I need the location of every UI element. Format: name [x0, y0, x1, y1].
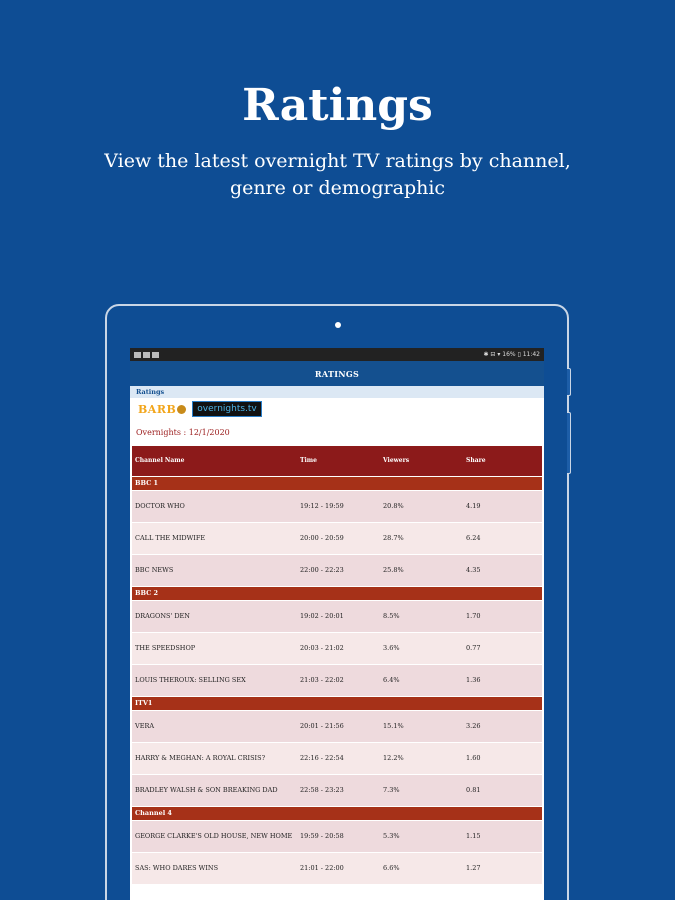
programme-name: CALL THE MIDWIFE: [132, 522, 297, 554]
channel-group-row: [132, 586, 542, 600]
table-row[interactable]: [132, 852, 542, 884]
table-row[interactable]: [132, 664, 542, 696]
programme-viewers: 6.6%: [380, 852, 463, 884]
programme-share: 1.27: [463, 852, 542, 884]
programme-viewers: 12.2%: [380, 742, 463, 774]
programme-viewers: 3.6%: [380, 632, 463, 664]
channel-group-row: [132, 696, 542, 710]
programme-name: DRAGONS' DEN: [132, 600, 297, 632]
breadcrumb[interactable]: Ratings: [130, 386, 544, 398]
programme-name: HARRY & MEGHAN: A ROYAL CRISIS?: [132, 742, 297, 774]
programme-viewers: 25.8%: [380, 554, 463, 586]
overnights-logo[interactable]: overnights.tv: [192, 401, 261, 417]
header-time: Time: [297, 446, 380, 476]
programme-time: 19:02 - 20:01: [297, 600, 380, 632]
power-button: [567, 412, 571, 474]
programme-share: 1.15: [463, 820, 542, 852]
programme-name: SAS: WHO DARES WINS: [132, 852, 297, 884]
table-row[interactable]: [132, 774, 542, 806]
ratings-table: [132, 446, 542, 884]
header-share: Share: [463, 446, 542, 476]
programme-time: 20:03 - 21:02: [297, 632, 380, 664]
hero-subtitle: View the latest overnight TV ratings by channel, genre or demographic: [104, 150, 571, 199]
camera-dot: [335, 322, 341, 328]
table-row[interactable]: [132, 490, 542, 522]
notification-icons: [134, 352, 159, 358]
programme-time: 22:00 - 22:23: [297, 554, 380, 586]
channel-group-row: [132, 476, 542, 490]
table-header: [132, 446, 542, 476]
programme-viewers: 7.3%: [380, 774, 463, 806]
programme-share: 1.70: [463, 600, 542, 632]
programme-share: 6.24: [463, 522, 542, 554]
channel-group-row: [132, 806, 542, 820]
table-row[interactable]: [132, 820, 542, 852]
programme-viewers: 6.4%: [380, 664, 463, 696]
programme-share: 1.60: [463, 742, 542, 774]
programme-name: LOUIS THEROUX: SELLING SEX: [132, 664, 297, 696]
programme-viewers: 8.5%: [380, 600, 463, 632]
programme-time: 22:58 - 23:23: [297, 774, 380, 806]
programme-share: 0.77: [463, 632, 542, 664]
programme-viewers: 5.3%: [380, 820, 463, 852]
status-bar: [130, 348, 544, 361]
programme-time: 21:03 - 22:02: [297, 664, 380, 696]
programme-share: 0.81: [463, 774, 542, 806]
status-right: ✱ ⊟ ▾ 16% ▯ 11:42: [483, 351, 540, 358]
programme-time: 22:16 - 22:54: [297, 742, 380, 774]
barb-logo: BARB: [138, 403, 186, 416]
programme-share: 4.19: [463, 490, 542, 522]
programme-time: 19:12 - 19:59: [297, 490, 380, 522]
programme-viewers: 20.8%: [380, 490, 463, 522]
table-row[interactable]: [132, 742, 542, 774]
table-row[interactable]: [132, 554, 542, 586]
programme-name: BRADLEY WALSH & SON BREAKING DAD: [132, 774, 297, 806]
table-row[interactable]: [132, 600, 542, 632]
channel-name: BBC 1: [132, 476, 542, 490]
table-row[interactable]: [132, 632, 542, 664]
programme-time: 20:01 - 21:56: [297, 710, 380, 742]
programme-name: VERA: [132, 710, 297, 742]
programme-viewers: 28.7%: [380, 522, 463, 554]
programme-viewers: 15.1%: [380, 710, 463, 742]
programme-name: BBC NEWS: [132, 554, 297, 586]
logo-row: [130, 398, 544, 420]
hero-title: Ratings: [242, 80, 433, 131]
programme-share: 4.35: [463, 554, 542, 586]
channel-name: BBC 2: [132, 586, 542, 600]
header-channel: Channel Name: [132, 446, 297, 476]
programme-name: GEORGE CLARKE'S OLD HOUSE, NEW HOME: [132, 820, 297, 852]
programme-share: 3.26: [463, 710, 542, 742]
programme-time: 21:01 - 22:00: [297, 852, 380, 884]
header-viewers: Viewers: [380, 446, 463, 476]
app-title: RATINGS: [130, 361, 544, 386]
overnights-date: Overnights : 12/1/2020: [136, 428, 230, 437]
programme-time: 20:00 - 20:59: [297, 522, 380, 554]
channel-name: ITV1: [132, 696, 542, 710]
table-row[interactable]: [132, 710, 542, 742]
table-row[interactable]: [132, 522, 542, 554]
channel-name: Channel 4: [132, 806, 542, 820]
programme-name: DOCTOR WHO: [132, 490, 297, 522]
programme-time: 19:59 - 20:58: [297, 820, 380, 852]
programme-name: THE SPEEDSHOP: [132, 632, 297, 664]
volume-button: [567, 368, 571, 396]
programme-share: 1.36: [463, 664, 542, 696]
tablet-screen: [130, 348, 544, 900]
